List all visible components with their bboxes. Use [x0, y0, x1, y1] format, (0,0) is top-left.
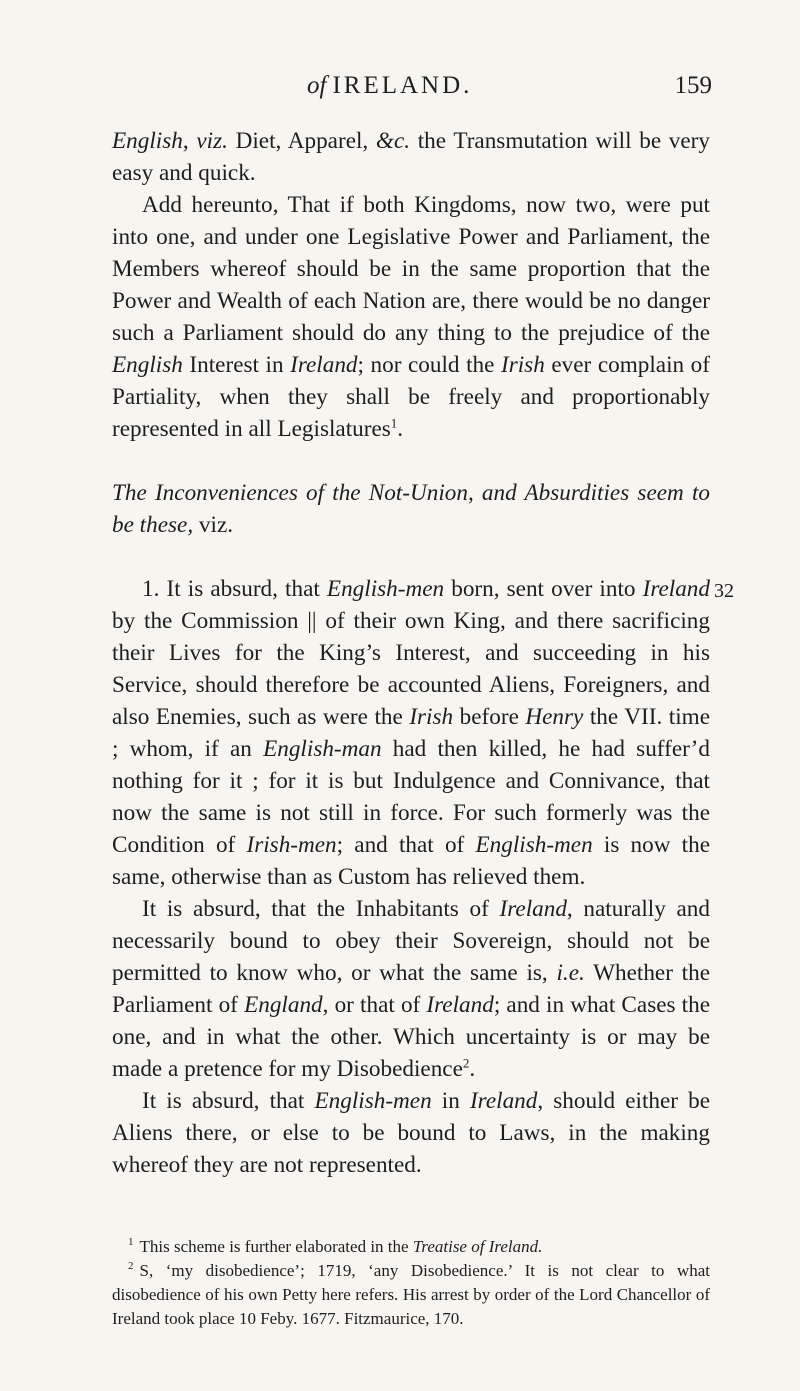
text-run: It is absurd, that the Inhabitants of: [142, 896, 500, 922]
text-run: ,: [182, 128, 197, 154]
text-run: Add hereunto, That if both Kingdoms, now two, were put into one, and under one Legislative Power and Parliament, the Members whereof should be in the same proportion that the Power and Wealth of each Nation are, there would be no danger such a Parliament should do any thing to the prejudice of the: [112, 192, 710, 346]
italic-text: Irish: [500, 352, 545, 378]
footnote-1: [112, 1235, 710, 1259]
italic-text: England: [244, 992, 323, 1018]
running-title-prefix: of: [307, 72, 327, 99]
text-run: ; nor could the: [357, 352, 501, 378]
text-run: the Transmutation will be very easy and quick.: [112, 128, 711, 186]
italic-text: English: [112, 128, 183, 154]
body-text: [112, 125, 710, 1181]
text-run: , or that of: [322, 992, 427, 1018]
text-run: ever complain of Partiality, when they shall be freely and proportionably represented in all Legislatures: [112, 352, 710, 442]
italic-text: Henry: [525, 704, 584, 730]
section-heading: [112, 477, 710, 541]
text-run: .: [469, 1056, 476, 1082]
italic-text: Ireland: [290, 352, 358, 378]
page-number: 159: [674, 72, 712, 99]
italic-text: English-men: [475, 832, 593, 858]
footnote-reference: 2: [462, 1055, 470, 1071]
text-run: Whether the Parliament of: [112, 960, 710, 1018]
text-run: in: [431, 1088, 470, 1114]
text-run: .: [397, 416, 404, 442]
italic-text: The Inconveniences of the Not-Union, and Absurdities seem to be these,: [112, 480, 710, 538]
text-run: Diet, Apparel,: [227, 128, 376, 154]
italic-text: Irish-men: [246, 832, 337, 858]
text-run: 1. It is absurd, that: [142, 576, 327, 602]
text-run: is now the same, otherwise than as Custom has relieved them.: [112, 832, 711, 890]
footnotes: [112, 1235, 710, 1331]
paragraph-absurdity-1: [112, 573, 710, 893]
text-run: , should either be Aliens there, or else to be bound to Laws, in the making whereof they are not represented.: [112, 1088, 710, 1178]
running-title-text: IRELAND.: [332, 72, 473, 99]
italic-text: Ireland: [642, 576, 710, 602]
running-header: [112, 72, 712, 112]
paragraph-1: [112, 125, 710, 189]
italic-text: &c.: [375, 128, 411, 154]
paragraph-absurdity-2: [112, 893, 710, 1085]
italic-text: Ireland: [499, 896, 567, 922]
italic-text: Ireland: [426, 992, 494, 1018]
text-run: It is absurd, that: [142, 1088, 315, 1114]
running-title: [307, 72, 472, 100]
footnote-2: [112, 1259, 710, 1331]
paragraph-absurdity-3: [112, 1085, 710, 1181]
footnote-reference: 1: [390, 415, 398, 431]
italic-text: Ireland: [469, 1088, 538, 1114]
text-run: ; and in what Cases the one, and in what the other. Which uncertainty is or may be made a pretence for my Disobedience: [112, 992, 711, 1082]
text-run: S, ‘my disobedience’; 1719, ‘any Disobedience.’ It is not clear to what disobedience of his own Petty here refers. His arrest by order of the Lord Chancellor of Ireland took place 10 Feby. 1677. Fitzmaurice, 170.: [112, 1261, 710, 1328]
text-run: ; and that of: [336, 832, 476, 858]
text-run: This scheme is further elaborated in the: [139, 1237, 413, 1256]
margin-reference: 32: [714, 580, 734, 602]
text-run: had then killed, he had suffer’d nothing for it ; for it is but Indulgence and Connivance, that now the same is not still in force. For such formerly was the Condition of: [112, 736, 711, 858]
footnote-number: 2: [128, 1260, 134, 1273]
paragraph-2: [112, 189, 710, 445]
italic-text: Irish: [409, 704, 454, 730]
text-run: before: [453, 704, 526, 730]
italic-text: English-men: [326, 576, 445, 602]
italic-text: Treatise of Ireland.: [412, 1237, 543, 1256]
italic-text: English: [112, 352, 183, 378]
text-run: , naturally and necessarily bound to obey their Sovereign, should not be permitted to know who, or what the same is,: [112, 896, 710, 986]
italic-text: English-man: [263, 736, 382, 762]
text-run: born, sent over into: [444, 576, 643, 602]
text-run: by the Commission || of their own King, and there sacrificing their Lives for the King’s Interest, and succeeding in his Service, should therefore be accounted Aliens, Foreigners, and also Enemies, such as were the: [112, 608, 710, 730]
text-run: Interest in: [182, 352, 291, 378]
italic-text: i.e.: [556, 960, 585, 986]
footnote-number: 1: [128, 1236, 134, 1249]
italic-text: English-men: [314, 1088, 432, 1114]
text-run: viz.: [193, 512, 234, 538]
italic-text: viz.: [196, 128, 228, 154]
text-run: the VII. time ; whom, if an: [112, 704, 711, 762]
